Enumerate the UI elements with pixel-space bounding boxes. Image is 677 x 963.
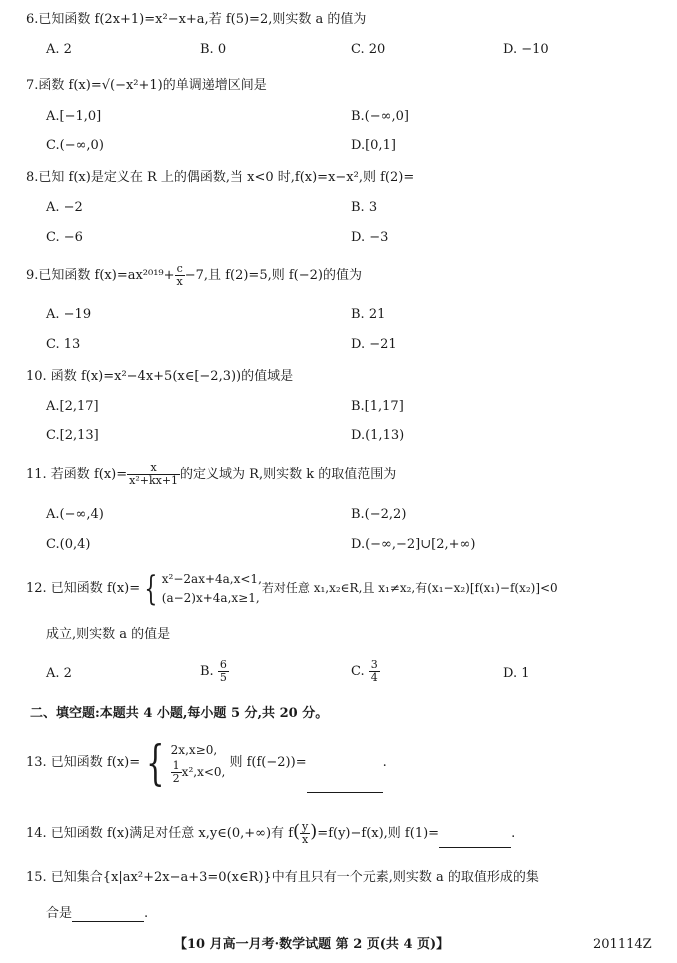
question-6-option-d: D. −10	[503, 42, 549, 57]
question-6-option-a: A. 2	[46, 42, 72, 57]
question-11-option-a: A.(−∞,4)	[46, 507, 104, 522]
page-footer: 【10 月高一月考·数学试题 第 2 页(共 4 页)】	[174, 937, 450, 952]
question-8-option-b: B. 3	[351, 200, 378, 215]
answer-blank[interactable]	[307, 754, 383, 793]
question-11-option-c: C.(0,4)	[46, 537, 91, 552]
question-8-option-c: C. −6	[46, 230, 83, 245]
piecewise-cases: x²−2ax+4a,x<1, (a−2)x+4a,x≥1,	[161, 571, 262, 605]
question-11-option-b: B.(−2,2)	[351, 507, 407, 522]
question-10-option-c: C.[2,13]	[46, 428, 99, 443]
left-brace: {	[146, 734, 165, 791]
question-6-option-c: C. 20	[351, 42, 386, 57]
question-7-option-d: D.[0,1]	[351, 138, 396, 153]
question-9-option-d: D. −21	[351, 337, 397, 352]
question-7-option-c: C.(−∞,0)	[46, 138, 104, 153]
question-14-stem: 14. 已知函数 f(x)满足对任意 x,y∈(0,+∞)有 f( $\frac{y}{x}$ )=f(y)−f(x),则 f(1)= .	[26, 820, 516, 846]
question-9-option-c: C. 13	[46, 337, 81, 352]
question-8-option-a: A. −2	[46, 200, 83, 215]
fraction-x-over-quadratic: $\frac{x}{\text{x²+kx+1}}$	[129, 461, 179, 487]
fraction-c-over-x: $\frac{c}{x}$	[176, 262, 183, 288]
question-15-stem: 15. 已知集合{x|ax²+2x−a+3=0(x∈R)}中有且只有一个元素,则实数 a 的取值形成的集	[26, 870, 539, 885]
question-12-option-d: D. 1	[503, 666, 530, 681]
question-8-option-d: D. −3	[351, 230, 389, 245]
question-10-option-d: D.(1,13)	[351, 428, 405, 443]
question-13-stem: 13. 已知函数 f(x)= { 2x,x≥0, $\frac{1}{2}$ x²,x<0, 则 f(f(−2))= .	[26, 733, 387, 793]
question-6-option-b: B. 0	[200, 42, 227, 57]
section-heading: 二、填空题:本题共 4 小题,每小题 5 分,共 20 分。	[30, 706, 329, 721]
question-11-option-d: D.(−∞,−2]∪[2,+∞)	[351, 537, 476, 552]
left-brace: {	[144, 568, 158, 609]
question-7-option-a: A.[−1,0]	[46, 109, 102, 124]
document-code: 201114Z	[593, 937, 652, 952]
question-6-stem: 6.已知函数 f(2x+1)=x²−x+a,若 f(5)=2,则实数 a 的值为	[26, 12, 367, 27]
answer-blank[interactable]	[72, 907, 144, 922]
question-9-stem: 9.已知函数 f(x)=ax²⁰¹⁹+ $\frac{c}{x}$ −7,且 f(2)=5,则 f(−2)的值为	[26, 262, 362, 288]
question-7-stem: 7.函数 f(x)=√(−x²+1)的单调递增区间是	[26, 78, 267, 93]
question-7-option-b: B.(−∞,0]	[351, 109, 409, 124]
question-9-option-a: A. −19	[46, 307, 92, 322]
question-12-stem-continued: 成立,则实数 a 的值是	[46, 627, 171, 642]
answer-blank[interactable]	[439, 827, 511, 848]
question-10-option-b: B.[1,17]	[351, 399, 404, 414]
question-10-option-a: A.[2,17]	[46, 399, 99, 414]
question-9-option-b: B. 21	[351, 307, 386, 322]
piecewise-cases: 2x,x≥0, $\frac{1}{2}$ x²,x<0,	[170, 743, 226, 785]
question-12-option-c: C. $\frac{3}{4}$	[351, 658, 378, 684]
question-11-stem: 11. 若函数 f(x)= $\frac{x}{\text{x²+kx+1}}$ 的定义域为 R,则实数 k 的取值范围为	[26, 461, 397, 487]
question-10-stem: 10. 函数 f(x)=x²−4x+5(x∈[−2,3))的值域是	[26, 369, 294, 384]
question-15-stem-continued: 合是 .	[46, 906, 149, 921]
question-12-option-b: B. $\frac{6}{5}$	[200, 658, 227, 684]
question-12-option-a: A. 2	[46, 666, 72, 681]
question-12-stem: 12. 已知函数 f(x)= { x²−2ax+4a,x<1, (a−2)x+4a,x≥1, 若对任意 x₁,x₂∈R,且 x₁≠x₂,有(x₁−x₂)[f(x₁)−f(x₂)]<0	[26, 568, 558, 609]
question-8-stem: 8.已知 f(x)是定义在 R 上的偶函数,当 x<0 时,f(x)=x−x²,则 f(2)=	[26, 170, 415, 185]
